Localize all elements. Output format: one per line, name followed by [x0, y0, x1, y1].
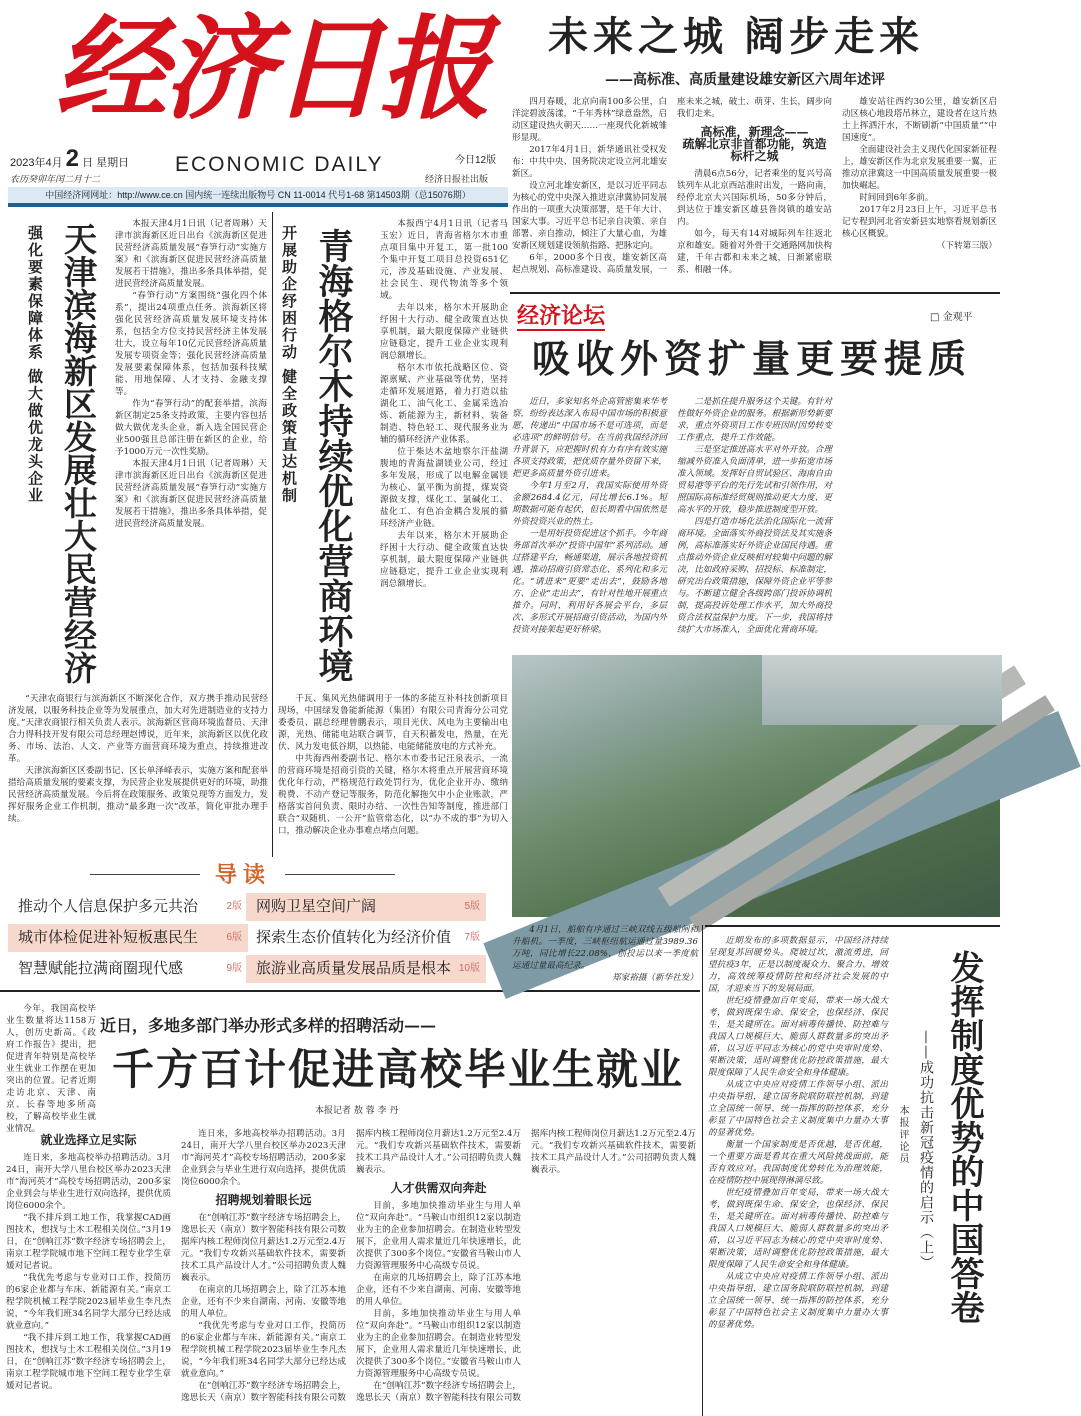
date-prefix: 2023年4月 [10, 157, 63, 169]
divider [705, 925, 1000, 927]
paragraph: 千瓦、集风光热储调用于一体的多能互补科技创新项目现场，中国绿发鲁能新能源（集团）有限公司青海分公司党委委员、副总经理曾鹏表示，项目光伏、风电为主要输出电源，光热、储能电站联合调节，自天积蓄发电，热量，在光伏、风力发电低谷期，以热能、电能储能放电的方式补充。 [278, 694, 508, 752]
publication-info-bar: 中国经济网网址：http://www.ce.cn 国内统一连续出版物号 CN 11-0014 代号1-68 第14503期（总15076期） [8, 187, 508, 207]
guide-title: 导读 [215, 862, 272, 888]
guide-item-label: 探索生态价值转化为经济价值 [256, 929, 452, 946]
paragraph: 近期发布的多项数据显示，中国经济持续呈现复苏回暖势头。爬坡过坎，激流勇进，回望抗疫3年，正是以制度凝众力、聚合力、增效力，高效统筹疫情防控和经济社会发展的中国，才迎来当下的发展局面。 [708, 936, 888, 994]
paragraph: 6年，2000多个日夜，雄安新区高起点规划、高标准建设、高质量发展，一座未来之城，破土、萌芽、生长，阔步向我们走来。 [512, 97, 832, 275]
publisher: 经济日报社出版 [425, 174, 489, 184]
paragraph: 本报天津4月1日讯（记者周琳）天津市滨海新区近日出台《滨海新区促进民营经济高质量发展“春笋行动”实施方案》和《滨海新区促进民营经济高质量发展若干措施》，推出多条具体举措，促进民营经济高质量发展。 [115, 219, 267, 289]
jobs-subhead: 就业选择立足实际 [40, 1133, 137, 1147]
qinghai-body [380, 218, 508, 686]
paragraph: 今年1月至2月，我国实际使用外资金额2684.4亿元，同比增长6.1%。短期数据可能有起伏，但长期看中国依然是外资投资兴业的热土。 [512, 481, 667, 527]
dam [762, 655, 1002, 725]
commentary-subtitle: ——成功抗击新冠疫情的启示（上） [918, 1030, 934, 1270]
divider [272, 212, 273, 857]
date-suffix: 日 星期日 [82, 157, 130, 169]
paragraph: 连日来，多地高校举办招聘活动。3月24日，南开大学八里台校区举办2023天津市“海河英才”高校专场招聘活动，200多家企业到会与毕业生进行双向选择，提供优质岗位6000余个。 [181, 1129, 346, 1187]
ship-lock [689, 695, 1055, 933]
paragraph: 中共海西州委副书记、格尔木市委书记汪泉表示，一流的营商环境是招商引资的关键，格尔木将重点开展营商环境优化年行动，严格规范行政处罚行为，优化企业开办、缴纳税费、不动产登记等服务，防范化解拖欠中小企业账款，严格落实首问负责、限时办结、一次性告知等制度，推进部门联合“双随机、一公开”监管常态化，以“办不成的事”为切入口，推动解决企业办事难点堵点问题。 [278, 754, 508, 836]
paragraph: 衡量一个国家制度是否优越，是否优越，一个重要方面是看其在重大风险挑战面前，能否有效应对。我国制度优势转化为治理效能，在疫情防控中展现得淋漓尽致。 [708, 1140, 888, 1186]
english-title: ECONOMIC DAILY [175, 153, 384, 176]
guide-item-label: 旅游业高质量发展品质是根本 [256, 960, 452, 977]
paragraph: “天津农商银行与滨海新区不断深化合作，双方携手推动民营经济发展，以服务科技企业等为发展重点，加大对先进制造业的支持力度。”天津农商银行相关负责人表示。滨海新区营商环境监督员、天津合力得科技开发有限公司总经理赵博说，近年来，滨海新区以优化政务、市场、法治、人文、产业等方面营商环境为重点，持续推进改革。 [8, 694, 268, 764]
paragraph: 位于柴达木盆地察尔汗盐湖腹地的青海盐湖镁业公司，经过多年发展，形成了以电解金属镁为核心、氯平衡为前提，煤炭资源做支撑，煤化工、氯碱化工、盐化工、有色冶金耦合发展的循环经济产业链。 [380, 447, 508, 529]
guide-item-label: 网购卫星空间广阔 [256, 898, 377, 915]
three-gorges-photo [512, 655, 1000, 917]
paragraph: “我不排斥到工地工作，我掌握CAD画图技术，想找与土木工程相关岗位。”3月19日，在“创响江苏”数字经济专场招聘会上，南京工程学院城市地下空间工程专业学生章媛对记者说。 [6, 1213, 171, 1271]
paragraph: 雄安站往西约30公里，雄安新区启动区核心地段塔吊林立，建设者在这片热土上挥洒汗水，不断刷新“中国质量”“中国速度”。 [842, 97, 997, 143]
paragraph: 在“创响江苏”数字经济专场招聘会上，逸思长天（南京）数字智能科技有限公司数据库内核工程师岗位月薪达1.2万元至2.4万元。“我们专攻新兴基础软件技术，需要新技术工具产品设计人才。”公司招聘负责人魏巍表示。 [181, 1213, 346, 1283]
tianjin-headline: 天津滨海新区发展壮大民营经济 [59, 222, 98, 684]
paragraph: 本报天津4月1日讯（记者周琳）天津市滨海新区近日出台《滨海新区促进民营经济高质量发展“春笋行动”实施方案》和《滨海新区促进民营经济高质量发展若干措施》，推出多条具体举措，促进民营经济高质量发展。 [115, 459, 267, 529]
paragraph: 三是坚定推进高水平对外开放。合理缩减外资准入负面清单，进一步拓宽市场准入领域。发挥好自贸试验区、海南自由贸易港等平台的先行先试和引领作用，对照国际高标准经贸规则推动更大力度、更高水平的开放，稳步推进制度型开放。 [677, 445, 832, 515]
lunar-date: 农历癸卯年闰二月十二 [10, 174, 101, 184]
xiongan-headline: 未来之城 阔步走来 [548, 15, 925, 59]
guide-item[interactable] [246, 893, 486, 921]
page-count: 今日12版 [455, 155, 497, 166]
forum-author: □ 金观平 [930, 312, 973, 323]
guide-item-page: 2版 [226, 901, 242, 912]
paragraph: “我优先考虑与专业对口工作，投简历的6家企业都与车床、新能源有关。”南京工程学院机械工程学院2023届毕业生李凡杰说，“今年我们班34名同学大部分已经达成就业意向。” [181, 1321, 346, 1379]
tianjin-body [115, 218, 267, 686]
jobs-byline: 本报记者 敖 蓉 李 丹 [315, 1106, 399, 1116]
xiongan-body [512, 96, 997, 276]
commentary-body [708, 935, 888, 1403]
paragraph: 去年以来，格尔木开展助企纾困十大行动、健全政策直达快享机制，最大限度保障产业链供应链稳定，提升工业企业实现利润总额增长。 [380, 531, 508, 589]
xiongan-subtitle: ——高标准、高质量建设雄安新区六周年述评 [605, 72, 885, 88]
subhead-line: 疏解北京非首都功能，筑造标杆之城 [682, 137, 827, 163]
paragraph: 从成立中央应对疫情工作领导小组、派出中央指导组，建立国务院联防联控机制，到建立全国统一领导、统一指挥的防控体系，充分彰显了中国特色社会主义制度集中力量办大事的显著优势。 [708, 1272, 888, 1330]
forum-label: 经济论坛 [517, 303, 605, 331]
paragraph: 四是打造市场化法治化国际化一流营商环境。全面落实外商投资法及其实施条例，高标准落实好外资企业国民待遇。重点推动外资企业反映相对较集中问题的解决，比如政府采购、招投标、标准制定，研究出台政策措施，保障外资企业平等参与。不断建立健全各级跨部门投诉协调机制，提高投诉处理工作水平，加大外商投资合法权益保护力度。下一步，我国将持续扩大市场准入，全面优化营商环境。 [677, 517, 832, 635]
forum-headline: 吸收外资扩量更要提质 [532, 339, 973, 381]
guide-item-label: 城市体检促进补短板惠民生 [18, 929, 199, 946]
divider [510, 292, 1000, 294]
paragraph: 近日，多家知名外企高管密集来华考察，纷纷表达深入布局中国市场的积极意愿，传递出“中国市场不是可选项，而是必选项”的鲜明信号。在当前我国经济回升背景下，应把握时机有力有序有效实施各项支持政策，把优质存量外资留下来，把更多高质量外资引进来。 [512, 397, 667, 479]
paragraph: 在“创响江苏”数字经济专场招聘会上，逸思长天（南京）数字智能科技有限公司数据库内核工程师岗位月薪达1.2万元至2.4万元。“我们专攻新兴基础软件技术，需要新技术工具产品设计人才。”公司招聘负责人魏巍表示。 [356, 1129, 696, 1403]
guide-item-page: 6版 [226, 932, 242, 943]
paragraph: 四月春暖，北京向南100多公里，白洋淀碧波荡漾，“千年秀林”绿意盎然，启动区建设热火朝天……一座现代化新城雏形显现。 [512, 97, 667, 143]
paragraph: 目前，多地加快推动毕业生与用人单位“双向奔赴”。“马鞍山市组织12家以制造业为主的企业参加招聘会。在制造业转型发展下，企业用人需求量近几年快速增长，此次提供了300多个岗位。”安徽省马鞍山市人力资源管理服务中心高级专员说。 [356, 1309, 521, 1379]
paragraph: 全面建设社会主义现代化国家新征程上，雄安新区作为北京发展重要一翼，正推动京津冀这一中国高质量发展重要一极加快崛起。 [842, 145, 997, 191]
paragraph: “我优先考虑与专业对口工作，投简历的6家企业都与车床、新能源有关。”南京工程学院机械工程学院2023届毕业生李凡杰说，“今年我们班34名同学大部分已经达成就业意向。” [6, 1273, 171, 1331]
divider [702, 925, 703, 1416]
tianjin-subtitle: 强化要素保障体系 做大做优龙头企业 [26, 225, 44, 505]
paragraph: 世纪疫情叠加百年变局，带来一场大战大考，做到既保生命、保安全，也保经济、保民生，是关键所在。面对病毒传播快、防控难与我国人口规模巨大、脆弱人群数量多的突出矛盾，以习近平同志为核心的党中央审时度势、果断决策，适时调整优化防控政策措施，最大限度保障了人民生命安全和身体健康。 [708, 1188, 888, 1270]
newspaper-logo: 经济日报 [55, 4, 487, 135]
qinghai-body-lower [278, 693, 508, 849]
paragraph: 连日来，多地高校举办招聘活动。3月24日，南开大学八里台校区举办2023天津市“海河英才”高校专场招聘活动，200多家企业到会与毕业生进行双向选择，提供优质岗位6000余个。 [6, 1153, 171, 1211]
divider [285, 874, 395, 875]
paragraph: 清晨6点56分，记者乘坐的复兴号高铁列车从北京西站准时出发，一路向南，经停北京大兴国际机场，50多分钟后，到达位于雄安新区雄县昝岗镇的雄安站内。 [677, 169, 832, 227]
tianjin-body-lower [8, 693, 268, 849]
commentary-headline: 发挥制度优势的中国答卷 [944, 950, 984, 1324]
commentary-author: 本报评论员 [897, 1105, 908, 1165]
paragraph: “春笋行动”方案围绕“强化四个体系”，提出24项重点任务。滨海新区将强化民营经济高质量发展环境支持体系，包括全方位支持民营经济主体发展壮大，设立每年10亿元民营经济高质量发展专项资金等；强化民营经济高质量发展要素保障体系，包括加强科技赋能、用地保障、人才支持、金融支撑等。 [115, 291, 267, 397]
guide-item[interactable] [8, 955, 248, 983]
paragraph: 如今，每天有14对城际列车往返北京和雄安。随着对外骨干交通路网加快构建，千年古都和未来之城，日渐紧密联系、相融一体。 [677, 229, 832, 275]
paragraph: 2017年4月1日，新华通讯社受权发布：中共中央、国务院决定设立河北雄安新区。 [512, 145, 667, 179]
jobs-kicker: 近日，多地多部门举办形式多样的招聘活动—— [100, 1016, 437, 1035]
guide-item-label: 推动个人信息保护多元共治 [18, 898, 199, 915]
jobs-subhead: 招聘规划着眼长远 [215, 1193, 312, 1207]
paragraph: 目前，多地加快推动毕业生与用人单位“双向奔赴”。“马鞍山市组织12家以制造业为主的企业参加招聘会。在制造业转型发展下，企业用人需求量近几年快速增长，此次提供了300多个岗位。”安徽省马鞍山市人力资源管理服务中心高级专员说。 [356, 1201, 521, 1271]
guide-item-page: 9版 [226, 963, 242, 974]
paragraph: 世纪疫情叠加百年变局，带来一场大战大考，做到既保生命、保安全，也保经济、保民生，是关键所在。面对病毒传播快、防控难与我国人口规模巨大、脆弱人群数量多的突出矛盾，以习近平同志为核心的党中央审时度势、果断决策，适时调整优化防控政策措施，最大限度保障了人民生命安全和身体健康。 [708, 996, 888, 1078]
guide-item-page: 7版 [464, 932, 480, 943]
xiongan-subhead [677, 126, 832, 162]
paragraph: 设立河北雄安新区，是以习近平同志为核心的党中央深入推进京津冀协同发展作出的一项重大决策部署，是千年大计、国家大事。习近平总书记亲自决策、亲自部署、亲自推动，倾注了大量心血，为雄安新区规划建设领航指路、把脉定向。 [512, 181, 667, 251]
paragraph: 去年以来，格尔木开展助企纾困十大行动、健全政策直达快享机制，最大限度保障产业链供应链稳定，提升工业企业实现利润总额增长。 [380, 303, 508, 361]
guide-item[interactable] [246, 924, 486, 952]
paragraph: 在南京的几场招聘会上，除了江苏本地企业，还有不少来自湖南、河南、安徽等地的用人单位。 [181, 1285, 346, 1319]
guide-item-page: 10版 [458, 963, 480, 974]
guide-item-label: 智慧赋能拉满商圈现代感 [18, 960, 184, 977]
guide-item-page: 5版 [464, 901, 480, 912]
paragraph: 时间回到6年多前。 [859, 193, 934, 203]
guide-item[interactable] [8, 924, 248, 952]
paragraph: 从成立中央应对疫情工作领导小组、派出中央指导组，建立国务院联防联控机制，到建立全国统一领导、统一指挥的防控体系，充分彰显了中国特色社会主义制度集中力量办大事的显著优势。 [708, 1080, 888, 1138]
subhead-line: 高标准，新理念—— [700, 125, 809, 139]
paragraph: 本报西宁4月1日讯（记者马玉宏）近日，青海省格尔木市重点项目集中开复工，第一批100个集中开复工项目总投资651亿元，涉及基础设施、产业发展、社会民生、现代物流等多个领域。 [380, 219, 508, 301]
qinghai-headline: 青海格尔木持续优化营商环境 [313, 228, 354, 683]
paragraph: 在南京的几场招聘会上，除了江苏本地企业，还有不少来自湖南、河南、安徽等地的用人单位。 [356, 1273, 521, 1307]
paragraph: 4月1日，船舶有序通过三峡双线五级船闸和升船机。一季度，三峡枢纽航运通过量3989.36万吨，同比增长22.08%，创投运以来一季度航运通过量最高纪录。 [512, 925, 698, 971]
paragraph: 在“创响江苏”数字经济专场招聘会上，逸思长天（南京）数字智能科技有限公司数据库内核工程师岗位月薪达1.2万元至2.4万元。“我们专攻新兴基础软件技术，需要新技术工具产品设计人才。”公司招聘负责人魏巍表示。 [181, 1129, 521, 1403]
paragraph: 2017年2月23日上午，习近平总书记专程到河北省安新县实地察看规划新区核心区概貌。 [842, 205, 997, 239]
paragraph: 作为“春笋行动”的配套举措，滨海新区制定25条支持政策，主要内容包括做大做优龙头企业，新入选全国民营企业500强且总部注册在新区的企业，给予1000万元一次性奖励。 [115, 399, 267, 457]
paragraph: “我不排斥到工地工作，我掌握CAD画图技术，想找与土木工程相关岗位。”3月19日，在“创响江苏”数字经济专场招聘会上，南京工程学院城市地下空间工程专业学生章媛对记者说。 [6, 1333, 171, 1391]
jobs-body [6, 1128, 696, 1404]
paragraph: 今年，我国高校毕业生数量将达1158万人，创历史新高。《政府工作报告》提出，把促进青年特别是高校毕业生就业工作摆在更加突出的位置。记者近期走访北京、天津、南京、长春等地多所高校，了解高校毕业生就业情况。 [6, 1004, 96, 1134]
divider [90, 874, 200, 875]
continued-note: （下转第三版） [936, 241, 997, 251]
paragraph: 二是抓住提升服务这个关键。有针对性做好外资企业的服务。根据新形势新要求，重点外资项目工作专班因时因势转变工作重点，提升工作效能。 [677, 397, 832, 443]
jobs-intro [6, 1003, 96, 1134]
paragraph: 天津滨海新区区委副书记、区长单泽峰表示，实施方案和配套举措给高质量发展的要素支撑，为民营企业发展提供更好的环境，助推民营经济高质量发展。今后将在政策服务、政策兑现等方面发力，发挥好服务企业工作机制，推动“最多跑一次”改革，简化审批办理手续。 [8, 766, 268, 824]
qinghai-subtitle: 开展助企纾困行动 健全政策直达机制 [280, 225, 298, 505]
jobs-headline: 千方百计促进高校毕业生就业 [112, 1046, 685, 1093]
forum-body [512, 396, 997, 636]
date-day: 2 [65, 145, 80, 172]
paragraph: 格尔木市依托战略区位、资源禀赋、产业基础等优势，坚持走循环发展道路，着力打造以盐湖化工、油气化工、金属采选冶炼、新能源为主，新材料、装备制造、特色轻工、现代服务业为辅的循环经济产业体系。 [380, 363, 508, 445]
guide-item[interactable] [8, 893, 248, 921]
photo-caption [512, 924, 698, 996]
issue-date [10, 146, 129, 172]
photo-credit: 郑家裕摄（新华社发） [612, 973, 698, 983]
jobs-subhead: 人才供需双向奔赴 [390, 1181, 487, 1195]
guide-item[interactable] [246, 955, 486, 983]
paragraph: 一是用好投资促进这个抓手。今年商务部首次举办“投资中国年”系列活动。通过搭建平台，畅通渠道，展示各地投资机遇，推动招商引资常态化、系列化和多元化。“请进来”更要“走出去”，鼓励各地方、企业“走出去”，有针对性地开展重点推介。同时，利用好各展会平台，多层次、多形式开展招商引资活动，为国内外投资对接架起更好桥梁。 [512, 529, 667, 635]
